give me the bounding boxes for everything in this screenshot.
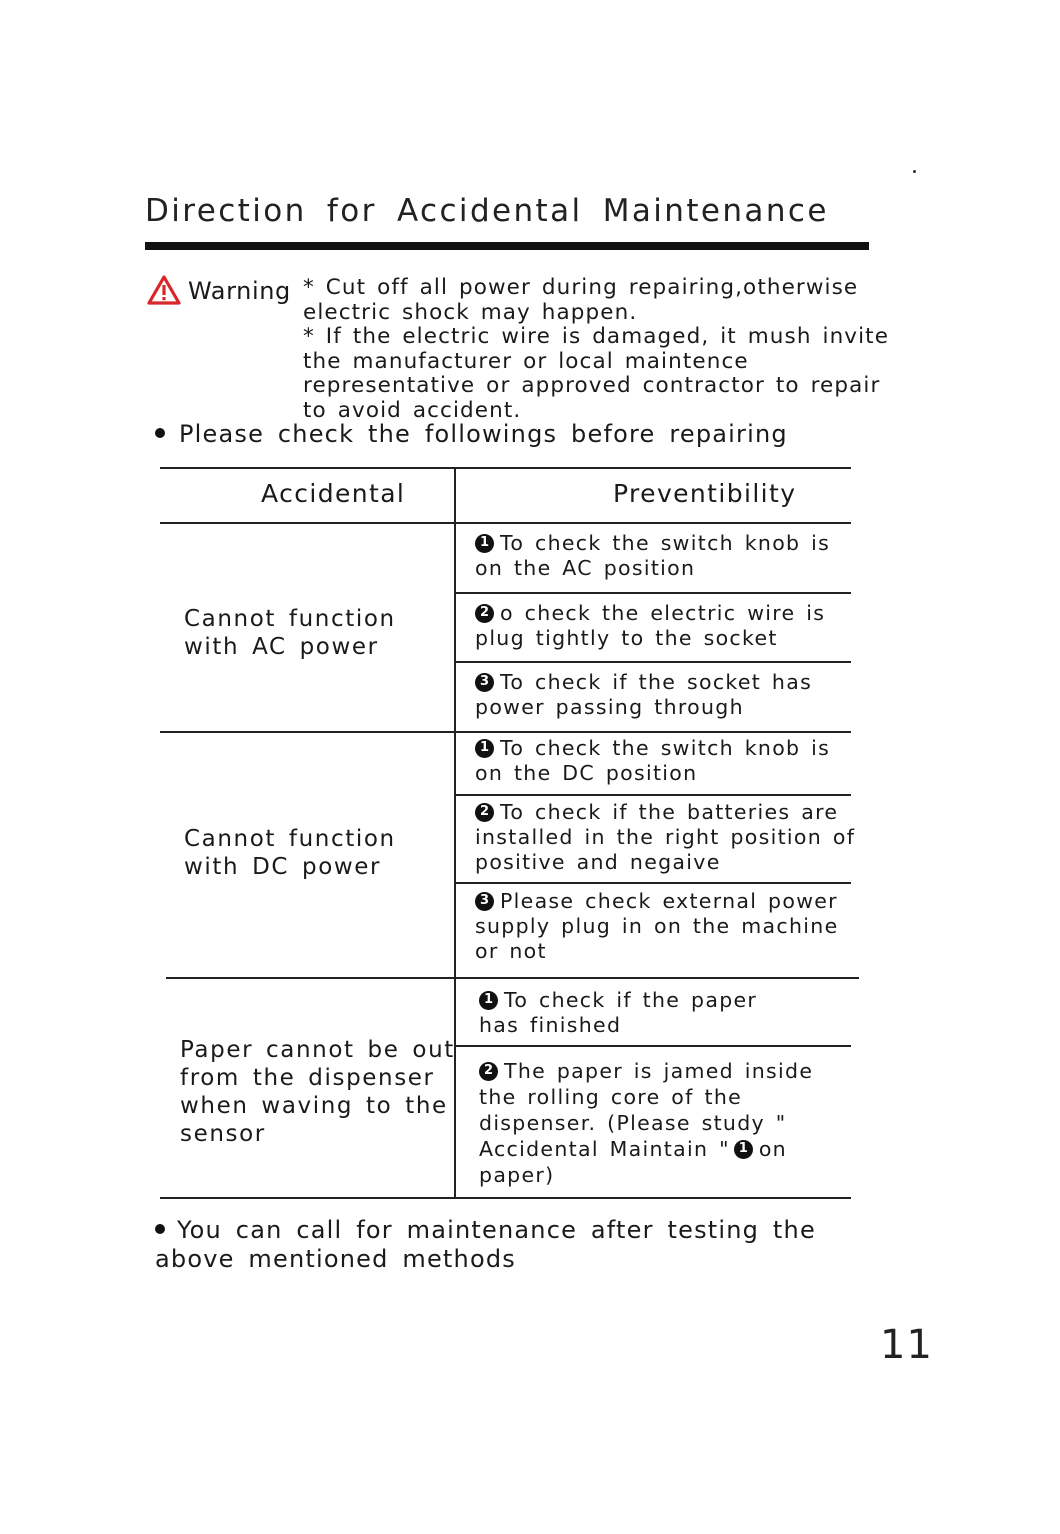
warning-line: representative or approved contractor to repair <box>303 373 881 399</box>
accidental-line: Cannot function <box>184 606 396 632</box>
preventibility-line: on the AC position <box>475 555 696 580</box>
preventibility-line: installed in the right position of <box>475 824 856 849</box>
stray-mark <box>913 170 916 173</box>
preventibility-line: plug tightly to the socket <box>475 625 778 650</box>
check-note <box>155 420 788 448</box>
preventibility-line: To check if the socket has <box>500 670 813 694</box>
table-rule <box>455 661 851 663</box>
circled-number-3: 3 <box>475 673 494 692</box>
preventibility-line: The paper is jamed inside <box>504 1059 814 1083</box>
preventibility-line: To check the switch knob is <box>500 531 831 555</box>
header-accidental: Accidental <box>261 479 406 508</box>
accidental-line: Cannot function <box>184 826 396 852</box>
preventibility-line: dispenser. (Please study " <box>479 1111 787 1135</box>
preventibility-line: To check if the paper <box>504 988 758 1012</box>
preventibility-line: supply plug in on the machine <box>475 913 839 938</box>
preventibility-line: power passing through <box>475 694 744 719</box>
accidental-paper <box>180 1036 455 1148</box>
circled-number-1: 1 <box>479 991 498 1010</box>
warning-line: * If the electric wire is damaged, it mush invite <box>303 324 890 350</box>
table-rule <box>455 592 851 594</box>
preventibility-item <box>479 988 854 1038</box>
accidental-ac-power <box>184 605 396 661</box>
circled-number-2: 2 <box>475 604 494 623</box>
circled-number-1: 1 <box>475 534 494 553</box>
accidental-line: Paper cannot be out <box>180 1037 455 1063</box>
preventibility-item <box>475 889 850 963</box>
accidental-line: with AC power <box>184 634 379 660</box>
warning-line: * Cut off all power during repairing,otherwise <box>303 275 859 300</box>
preventibility-line: paper) <box>479 1163 555 1187</box>
preventibility-line: on <box>758 1137 787 1161</box>
footer-note <box>155 1216 855 1274</box>
warning-line: the manufacturer or local maintence <box>303 348 749 374</box>
warning-triangle-icon <box>147 275 181 305</box>
table-rule <box>160 467 851 469</box>
bullet-dot <box>155 428 165 438</box>
table-rule <box>455 882 851 884</box>
page-number: 11 <box>880 1322 933 1368</box>
table-rule <box>455 794 851 796</box>
page-title: Direction for Accidental Maintenance <box>145 193 829 229</box>
circled-number-2: 2 <box>479 1062 498 1081</box>
preventibility-line: To check the switch knob is <box>500 736 831 760</box>
accidental-line: from the dispenser <box>180 1065 435 1091</box>
warning-line: electric shock may happen. <box>303 299 638 325</box>
preventibility-item <box>475 800 856 874</box>
table-rule <box>160 731 851 733</box>
preventibility-item <box>475 601 850 651</box>
preventibility-line: the rolling core of the <box>479 1085 743 1109</box>
preventibility-item <box>479 1058 854 1188</box>
preventibility-line: positive and negaive <box>475 849 721 874</box>
preventibility-line: or not <box>475 938 547 963</box>
circled-number-3: 3 <box>475 892 494 911</box>
preventibility-item <box>475 736 850 786</box>
accidental-dc-power <box>184 825 396 881</box>
header-preventibility: Preventibility <box>613 479 797 508</box>
warning-text <box>303 275 890 424</box>
preventibility-line: To check if the batteries are <box>500 800 839 824</box>
warning-label: Warning <box>188 277 291 305</box>
footer-note-text: You can call for maintenance after testing the above mentioned methods <box>155 1216 816 1273</box>
preventibility-line: Please check external power <box>500 889 838 913</box>
table-rule <box>160 522 851 524</box>
check-note-text: Please check the followings before repairing <box>179 420 788 448</box>
preventibility-line: o check the electric wire is <box>500 601 826 625</box>
accidental-line: with DC power <box>184 854 382 880</box>
accidental-line: sensor <box>180 1121 266 1147</box>
table-rule <box>166 977 859 979</box>
preventibility-line: on the DC position <box>475 760 698 785</box>
preventibility-item <box>475 670 850 720</box>
circled-number-2: 2 <box>475 803 494 822</box>
title-underline <box>145 242 869 250</box>
preventibility-line: Accidental Maintain " <box>479 1137 730 1161</box>
table-rule <box>455 1045 851 1047</box>
circled-number-1: 1 <box>475 739 494 758</box>
bullet-dot <box>155 1224 165 1234</box>
accidental-line: when waving to the <box>180 1093 448 1119</box>
warning-line: to avoid accident. <box>303 397 522 423</box>
preventibility-line: has finished <box>479 1012 622 1037</box>
preventibility-item <box>475 531 850 581</box>
circled-number-1: 1 <box>734 1140 753 1159</box>
table-rule <box>160 1197 851 1199</box>
